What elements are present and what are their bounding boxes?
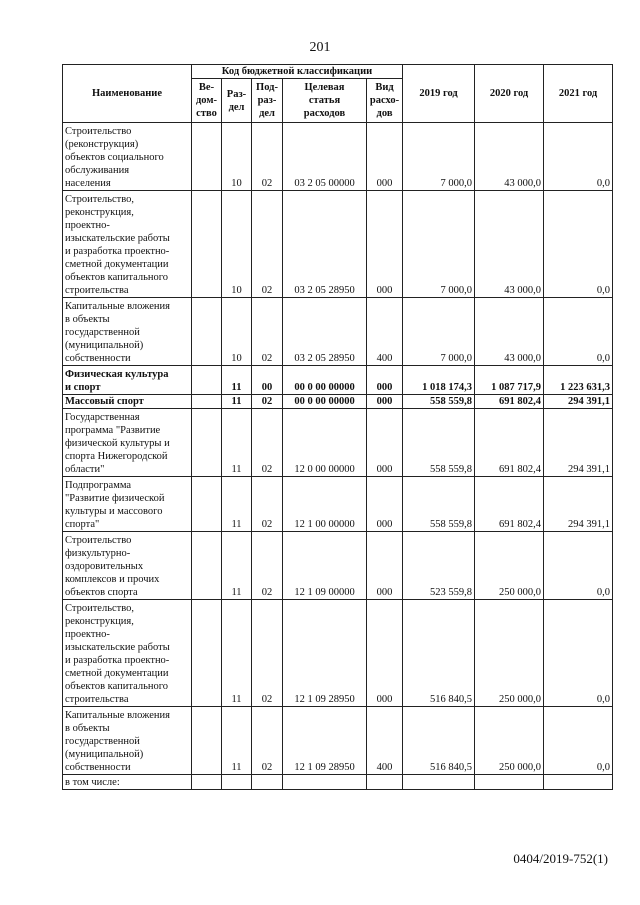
row-name-line: (муниципальной) — [65, 340, 144, 351]
row-name-line: и спорт — [65, 382, 101, 393]
row-name-line: строительства — [65, 285, 129, 296]
row-razdel: 11 — [222, 600, 252, 707]
row-target-article: 03 2 05 28950 — [283, 191, 367, 298]
row-value-2019: 558 559,8 — [403, 477, 475, 532]
row-name — [63, 191, 192, 298]
row-vedomstvo — [192, 775, 222, 790]
row-value-2020: 691 802,4 — [475, 409, 544, 477]
row-target-article: 12 1 00 00000 — [283, 477, 367, 532]
row-target-article: 12 1 09 28950 — [283, 707, 367, 775]
row-target-article: 12 0 00 00000 — [283, 409, 367, 477]
row-name — [63, 707, 192, 775]
row-name-line: в том числе: — [65, 777, 120, 788]
row-expense-type: 000 — [367, 600, 403, 707]
row-value-2021: 0,0 — [544, 191, 613, 298]
row-name-line: сметной документации — [65, 668, 169, 679]
header-vedomstvo — [192, 79, 222, 123]
row-name-line: государственной — [65, 327, 140, 338]
header-podrazdel — [252, 79, 283, 123]
header-2019: 2019 год — [403, 65, 475, 123]
row-name-line: Капитальные вложения — [65, 710, 170, 721]
row-podrazdel: 02 — [252, 298, 283, 366]
row-name-line: проектно- — [65, 629, 110, 640]
table-row — [63, 298, 613, 366]
row-razdel: 11 — [222, 532, 252, 600]
row-expense-type: 000 — [367, 532, 403, 600]
row-podrazdel: 02 — [252, 191, 283, 298]
header-line: расходов — [303, 108, 346, 119]
row-name-line: объектов спорта — [65, 587, 138, 598]
row-razdel: 10 — [222, 191, 252, 298]
header-code-group: Код бюджетной классификации — [192, 65, 403, 79]
row-razdel: 10 — [222, 123, 252, 191]
row-vedomstvo — [192, 707, 222, 775]
row-value-2019: 516 840,5 — [403, 707, 475, 775]
row-expense-type: 000 — [367, 123, 403, 191]
row-name-line: сметной документации — [65, 259, 169, 270]
row-name-line: собственности — [65, 762, 131, 773]
budget-table — [62, 64, 613, 790]
row-name — [63, 532, 192, 600]
row-razdel: 11 — [222, 409, 252, 477]
row-name-line: Капитальные вложения — [65, 301, 170, 312]
row-value-2019: 558 559,8 — [403, 395, 475, 409]
header-line: дов — [376, 108, 393, 119]
row-podrazdel: 02 — [252, 707, 283, 775]
row-vedomstvo — [192, 477, 222, 532]
row-name-line: в объекты — [65, 314, 110, 325]
row-value-2021: 0,0 — [544, 123, 613, 191]
row-name-line: Строительство, — [65, 194, 134, 205]
row-name-line: физкультурно- — [65, 548, 131, 559]
row-name-line: Строительство — [65, 535, 132, 546]
header-line: расхо- — [369, 95, 400, 106]
row-name-line: (муниципальной) — [65, 749, 144, 760]
row-value-2021: 0,0 — [544, 532, 613, 600]
row-value-2021: 294 391,1 — [544, 409, 613, 477]
row-vedomstvo — [192, 298, 222, 366]
row-name-line: комплексов и прочих — [65, 574, 160, 585]
table-row — [63, 395, 613, 409]
row-podrazdel: 02 — [252, 395, 283, 409]
row-value-2019: 516 840,5 — [403, 600, 475, 707]
row-razdel: 11 — [222, 477, 252, 532]
row-target-article: 00 0 00 00000 — [283, 395, 367, 409]
row-name — [63, 775, 192, 790]
row-value-2020: 250 000,0 — [475, 600, 544, 707]
row-expense-type: 000 — [367, 395, 403, 409]
row-value-2020: 1 087 717,9 — [475, 366, 544, 395]
row-name-line: объектов социального — [65, 152, 164, 163]
row-name-line: в объекты — [65, 723, 110, 734]
row-value-2019: 558 559,8 — [403, 409, 475, 477]
row-vedomstvo — [192, 409, 222, 477]
row-name-line: Подпрограмма — [65, 480, 132, 491]
row-razdel — [222, 775, 252, 790]
row-name-line: области" — [65, 464, 105, 475]
row-name — [63, 123, 192, 191]
row-name-line: спорта Нижегородской — [65, 451, 168, 462]
row-podrazdel: 02 — [252, 409, 283, 477]
row-podrazdel: 02 — [252, 600, 283, 707]
row-name-line: объектов капитального — [65, 681, 169, 692]
row-value-2020: 43 000,0 — [475, 298, 544, 366]
table-row — [63, 191, 613, 298]
row-name-line: "Развитие физической — [65, 493, 165, 504]
header-line: Вид — [375, 82, 394, 93]
row-value-2020: 250 000,0 — [475, 707, 544, 775]
row-name-line: Массовый спорт — [65, 396, 144, 407]
row-podrazdel: 02 — [252, 123, 283, 191]
row-name-line: и разработка проектно- — [65, 246, 170, 257]
row-value-2020: 43 000,0 — [475, 191, 544, 298]
header-celevaya — [283, 79, 367, 123]
row-vedomstvo — [192, 191, 222, 298]
header-2021: 2021 год — [544, 65, 613, 123]
row-name-line: культуры и массового — [65, 506, 163, 517]
row-name-line: государственной — [65, 736, 140, 747]
document-code: 0404/2019-752(1) — [513, 851, 608, 866]
header-line: статья — [308, 95, 341, 106]
row-vedomstvo — [192, 366, 222, 395]
row-podrazdel: 00 — [252, 366, 283, 395]
table-row — [63, 409, 613, 477]
row-name-line: (реконструкция) — [65, 139, 139, 150]
row-razdel: 11 — [222, 395, 252, 409]
row-name-line: Строительство — [65, 126, 132, 137]
row-podrazdel: 02 — [252, 477, 283, 532]
header-line: дел — [228, 101, 245, 113]
row-value-2021: 294 391,1 — [544, 395, 613, 409]
row-name-line: реконструкция, — [65, 207, 134, 218]
row-value-2021: 1 223 631,3 — [544, 366, 613, 395]
row-name — [63, 298, 192, 366]
header-line: раз- — [257, 95, 277, 106]
row-target-article: 12 1 09 00000 — [283, 532, 367, 600]
row-podrazdel — [252, 775, 283, 790]
row-value-2019: 7 000,0 — [403, 298, 475, 366]
row-razdel: 11 — [222, 366, 252, 395]
row-expense-type: 400 — [367, 298, 403, 366]
row-name — [63, 366, 192, 395]
row-name-line: изыскательские работы — [65, 642, 170, 653]
row-vedomstvo — [192, 532, 222, 600]
row-name — [63, 600, 192, 707]
table-row — [63, 775, 613, 790]
header-line: ство — [196, 108, 217, 119]
header-line: дом- — [195, 95, 217, 106]
row-value-2021 — [544, 775, 613, 790]
row-target-article: 00 0 00 00000 — [283, 366, 367, 395]
row-name-line: объектов капитального — [65, 272, 169, 283]
header-line: Целевая — [304, 82, 345, 93]
row-value-2021: 0,0 — [544, 707, 613, 775]
row-razdel: 11 — [222, 707, 252, 775]
row-name-line: оздоровительных — [65, 561, 144, 572]
row-name — [63, 477, 192, 532]
row-name-line: Строительство, — [65, 603, 134, 614]
row-value-2020: 250 000,0 — [475, 532, 544, 600]
row-name-line: собственности — [65, 353, 131, 364]
row-razdel: 10 — [222, 298, 252, 366]
header-name: Наименование — [63, 65, 192, 123]
header-line: дел — [259, 108, 275, 119]
row-value-2021: 294 391,1 — [544, 477, 613, 532]
row-podrazdel: 02 — [252, 532, 283, 600]
header-line: Под- — [256, 82, 278, 93]
row-value-2021: 0,0 — [544, 298, 613, 366]
row-name-line: спорта" — [65, 519, 100, 530]
table-row — [63, 532, 613, 600]
header-razdel — [222, 79, 252, 123]
row-name-line: проектно- — [65, 220, 110, 231]
page-number: 201 — [309, 40, 331, 55]
header-line: Ве- — [198, 82, 215, 93]
row-expense-type — [367, 775, 403, 790]
header-2020: 2020 год — [475, 65, 544, 123]
row-name-line: Физическая культура — [65, 369, 169, 380]
row-value-2019: 7 000,0 — [403, 123, 475, 191]
header-vid — [367, 79, 403, 123]
row-name-line: населения — [65, 178, 111, 189]
table-row — [63, 707, 613, 775]
row-vedomstvo — [192, 395, 222, 409]
header-line: Раз- — [226, 88, 247, 100]
row-value-2019: 1 018 174,3 — [403, 366, 475, 395]
row-value-2020 — [475, 775, 544, 790]
row-target-article: 12 1 09 28950 — [283, 600, 367, 707]
row-name-line: изыскательские работы — [65, 233, 170, 244]
row-target-article — [283, 775, 367, 790]
table-row — [63, 600, 613, 707]
row-vedomstvo — [192, 600, 222, 707]
row-name — [63, 395, 192, 409]
row-name-line: и разработка проектно- — [65, 655, 170, 666]
row-name-line: реконструкция, — [65, 616, 134, 627]
table-row — [63, 477, 613, 532]
row-target-article: 03 2 05 28950 — [283, 298, 367, 366]
row-name-line: строительства — [65, 694, 129, 705]
row-value-2019 — [403, 775, 475, 790]
row-value-2020: 691 802,4 — [475, 395, 544, 409]
row-value-2021: 0,0 — [544, 600, 613, 707]
row-name — [63, 409, 192, 477]
row-name-line: Государственная — [65, 412, 140, 423]
row-vedomstvo — [192, 123, 222, 191]
row-expense-type: 000 — [367, 191, 403, 298]
table-row — [63, 123, 613, 191]
table-body — [63, 123, 613, 790]
row-value-2019: 523 559,8 — [403, 532, 475, 600]
row-value-2020: 43 000,0 — [475, 123, 544, 191]
row-value-2020: 691 802,4 — [475, 477, 544, 532]
row-expense-type: 000 — [367, 366, 403, 395]
row-name-line: физической культуры и — [65, 438, 170, 449]
row-value-2019: 7 000,0 — [403, 191, 475, 298]
row-expense-type: 000 — [367, 409, 403, 477]
table-row — [63, 366, 613, 395]
row-expense-type: 400 — [367, 707, 403, 775]
row-expense-type: 000 — [367, 477, 403, 532]
row-target-article: 03 2 05 00000 — [283, 123, 367, 191]
row-name-line: обслуживания — [65, 165, 130, 176]
row-name-line: программа "Развитие — [65, 425, 161, 436]
